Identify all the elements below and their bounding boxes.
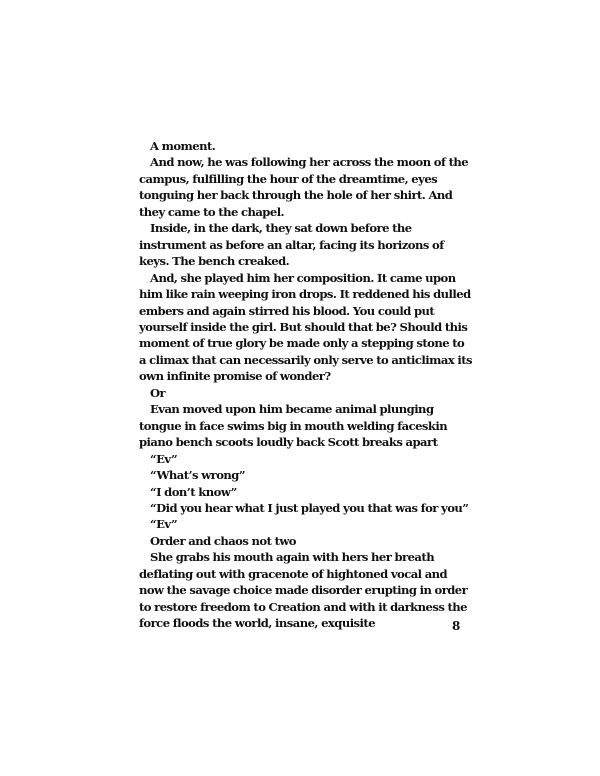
dialogue-line: “Did you hear what I just played you that was for you” xyxy=(150,500,469,515)
dialogue-line: “I don’t know” xyxy=(150,484,237,499)
page-number: 8 xyxy=(452,619,461,633)
dialogue-line: “Ev” xyxy=(150,451,178,466)
paragraph: A moment. xyxy=(150,139,216,153)
paragraph: Evan moved upon him became animal plunging tongue in face swims big in mouth welding faceskin piano bench scoots loudly back Scott breaks apart xyxy=(139,402,448,450)
paragraph: Or xyxy=(150,385,166,400)
paragraph: She grabs his mouth again with hers her breath deflating out with gracenote of hightoned vocal and now the savage choice made disorder erupting in order to restore freedom to Creation and with it darkness the force floods the world, insane, exquisite xyxy=(139,550,468,631)
paragraph: Order and chaos not two xyxy=(150,533,296,548)
paragraph: And, she played him her composition. It came upon him like rain weeping iron drops. It reddened his dulled embers and again stirred his blood. You could put yourself inside the girl. But should that be? Should this moment of true glory be made only a stepping stone to a climax that can necessarily only serve to anticlimax its own infinite promise of wonder? xyxy=(139,270,472,384)
dialogue-line: “What’s wrong” xyxy=(150,468,245,483)
body-text xyxy=(139,138,474,632)
dialogue-line: “Ev” xyxy=(150,517,178,532)
paragraph: And now, he was following her across the moon of the campus, fulfilling the hour of the dreamtime, eyes tonguing her back through the hole of her shirt. And they came to the chapel. xyxy=(139,155,469,219)
paragraph: Inside, in the dark, they sat down before the instrument as before an altar, facing its horizons of keys. The bench creaked. xyxy=(139,221,444,269)
